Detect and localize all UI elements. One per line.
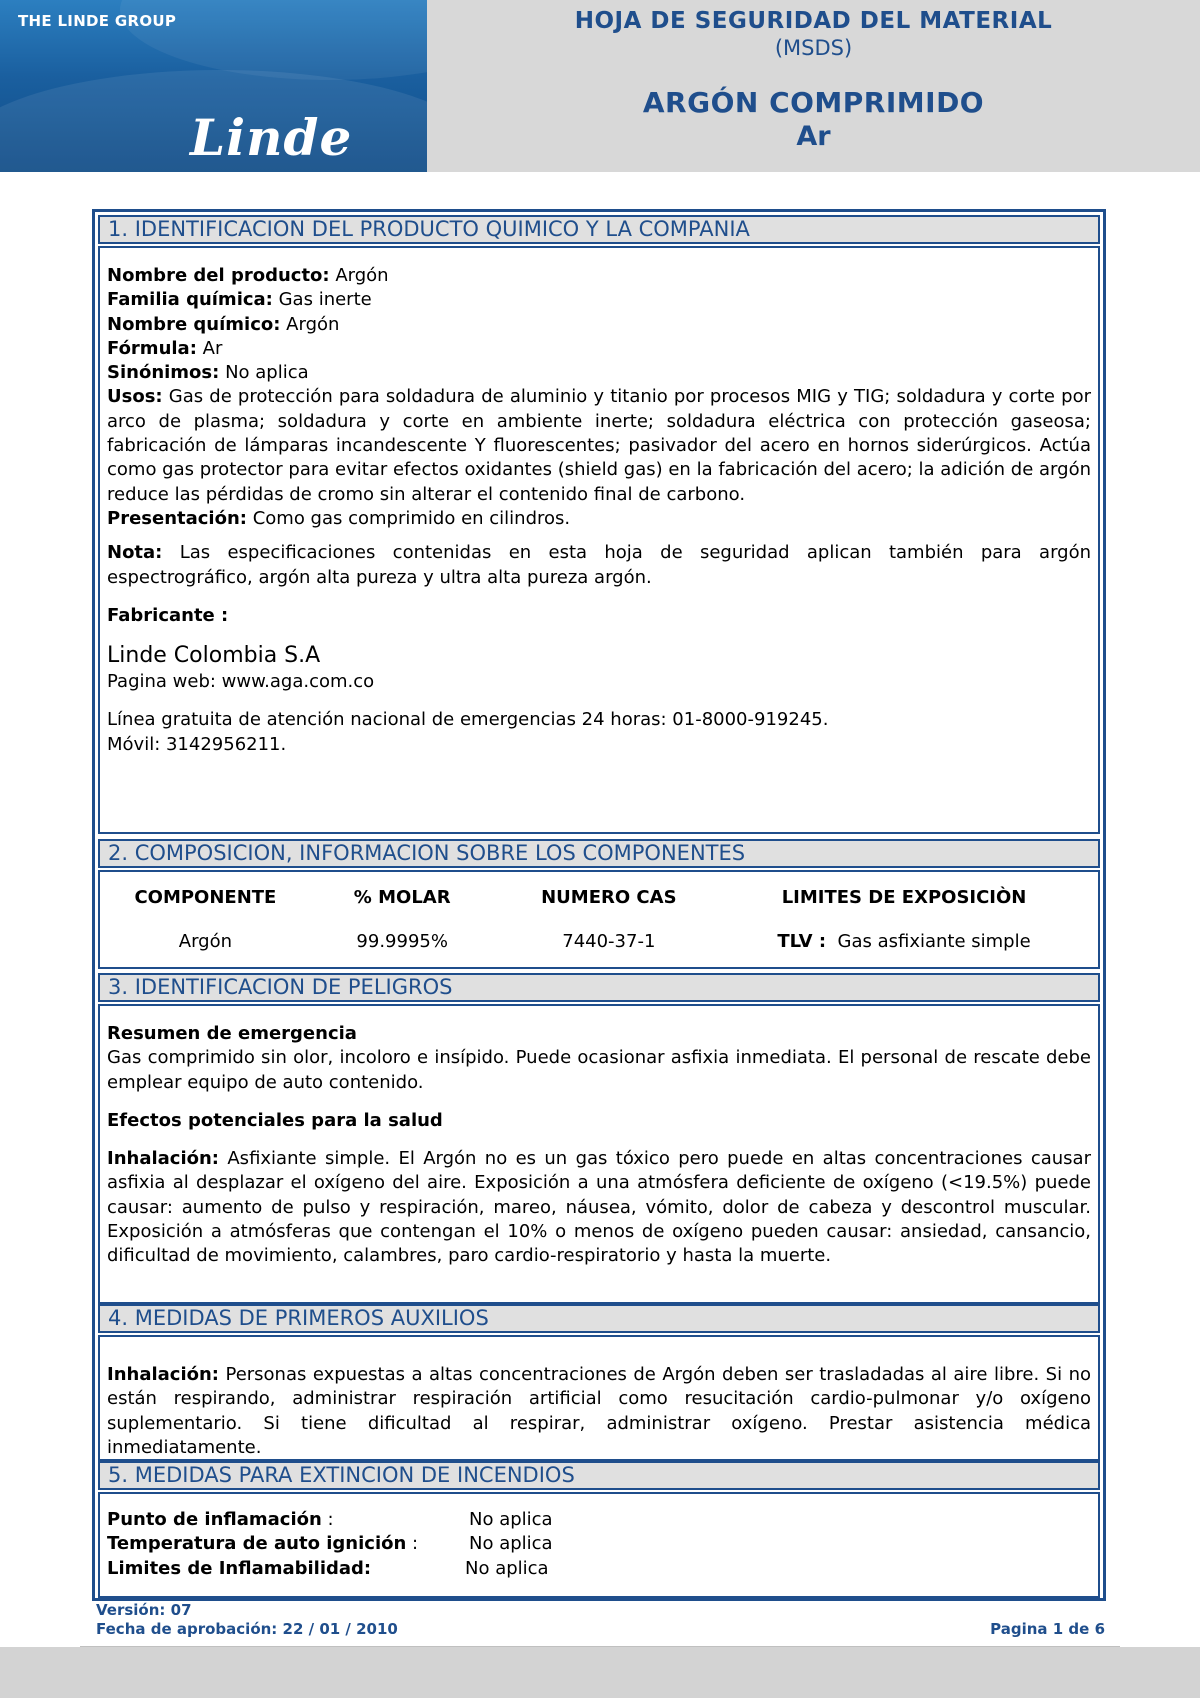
formula-field bbox=[107, 337, 1091, 361]
cas-cell: 7440-37-1 bbox=[562, 931, 656, 953]
mobile-number: Móvil: 3142956211. bbox=[107, 733, 287, 755]
field-label-text: Punto de inflamación bbox=[107, 1509, 322, 1530]
field-value: No aplica bbox=[219, 362, 309, 384]
exposure-limit-cell bbox=[717, 926, 1091, 958]
field-label: Fórmula: bbox=[107, 337, 197, 359]
synonyms-field bbox=[107, 361, 1091, 385]
section-5-title: 5. MEDIDAS PARA EXTINCION DE INCENDIOS bbox=[98, 1461, 1100, 1490]
msds-document bbox=[92, 209, 1106, 1601]
note-field bbox=[107, 541, 1091, 590]
field-value: Gas inerte bbox=[272, 289, 372, 311]
field-value: Gas de protección para soldadura de aluminio y titanio por procesos MIG y TIG; soldadura y corte por arco de plasma; soldadura y corte en ambiente inerte; soldadura eléctrica con protección gaseosa; fabricación de lámparas incandescente Y fluorescentes; pasivador del acero en hornos siderúrgicos. Actúa como gas protector para evitar efectos oxidantes (shield gas) en la fabricación del acero; la adición de argón reduce las pérdidas de cromo sin alterar el contenido final de carbono. bbox=[107, 386, 1091, 505]
product-name: ARGÓN COMPRIMIDO bbox=[642, 86, 985, 119]
field-value: Las especificaciones contenidas en esta hoja de seguridad aplican también para argón espectrográfico, argón alta pureza y ultra alta pureza argón. bbox=[107, 542, 1091, 588]
field-value: Personas expuestas a altas concentraciones de Argón deben ser trasladadas al aire libre. Si no están respirando, administrar respiración artificial como resucitación cardio-pulmonar y/o oxígeno suplementario. Si tiene dificultad al respirar, administrar oxígeno. Prestar asistencia médica inmediatamente. bbox=[107, 1364, 1091, 1458]
document-header bbox=[427, 0, 1200, 172]
field-label-text: Temperatura de auto ignición bbox=[107, 1533, 407, 1555]
section-4-body bbox=[98, 1335, 1100, 1461]
fire-row-flash-point bbox=[107, 1508, 1091, 1532]
section-1-body bbox=[98, 246, 1100, 834]
column-header: % MOLAR bbox=[353, 887, 451, 908]
tlv-label: TLV : bbox=[777, 931, 827, 953]
linde-logo-banner bbox=[0, 0, 427, 172]
field-label: Nota: bbox=[107, 542, 163, 564]
field-value: Asfixiante simple. El Argón no es un gas tóxico pero puede en altas concentraciones causar asfixia al desplazar el oxígeno del aire. Exposición a una atmósfera deficiente de oxígeno (<19.5%) puede causar: aumento de pulso y respiración, mareo, náusea, vómito, dolor de cabeza y descontrol muscular. Exposición a atmósferas que contengan el 10% o menos de oxígeno pueden causar: ansiedad, cansancio, dificultad de movimiento, calambres, paro cardio-respiratorio y hasta la muerte. bbox=[107, 1148, 1091, 1267]
column-header: COMPONENTE bbox=[134, 887, 277, 908]
manufacturer-label: Fabricante : bbox=[107, 604, 229, 626]
field-label: Inhalación: bbox=[107, 1148, 220, 1170]
composition-table bbox=[107, 880, 1091, 959]
column-header: LIMITES DE EXPOSICIÒN bbox=[781, 887, 1027, 908]
health-effects-heading: Efectos potenciales para la salud bbox=[107, 1109, 443, 1131]
product-name-field bbox=[107, 264, 1091, 288]
field-value: Como gas comprimido en cilindros. bbox=[246, 507, 571, 529]
presentation-field bbox=[107, 507, 1091, 531]
field-value: Ar bbox=[196, 337, 223, 359]
emergency-summary-text: Gas comprimido sin olor, incoloro e insípido. Puede ocasionar asfixia inmediata. El personal de rescate debe emplear equipo de auto contenido. bbox=[107, 1047, 1091, 1093]
uses-field bbox=[107, 385, 1091, 506]
chemical-family-field bbox=[107, 288, 1091, 312]
field-value: No aplica bbox=[469, 1533, 553, 1555]
field-label-text: Limites de Inflamabilidad: bbox=[107, 1557, 372, 1579]
section-5-body bbox=[98, 1492, 1100, 1598]
version-label: Versión: 07 bbox=[96, 1601, 192, 1619]
table-header-row bbox=[107, 880, 1091, 926]
page-number: Pagina 1 de 6 bbox=[990, 1620, 1105, 1638]
field-label bbox=[107, 1557, 465, 1581]
fire-row-autoignition bbox=[107, 1532, 1091, 1556]
emergency-summary-heading: Resumen de emergencia bbox=[107, 1023, 357, 1044]
field-label-colon: : bbox=[406, 1533, 419, 1555]
field-label: Nombre químico: bbox=[107, 313, 281, 335]
field-label-colon: : bbox=[321, 1509, 334, 1530]
section-2-body bbox=[98, 870, 1100, 969]
field-label: Nombre del producto: bbox=[107, 265, 330, 286]
doc-subtitle: (MSDS) bbox=[774, 36, 853, 60]
field-label: Presentación: bbox=[107, 507, 247, 529]
product-formula: Ar bbox=[796, 121, 831, 152]
chemical-name-field bbox=[107, 313, 1091, 337]
section-2-title: 2. COMPOSICION, INFORMACION SOBRE LOS COMPONENTES bbox=[98, 839, 1100, 868]
field-value: Argón bbox=[329, 265, 389, 286]
fire-row-flammability-limits bbox=[107, 1557, 1091, 1581]
company-website: Pagina web: www.aga.com.co bbox=[107, 671, 375, 693]
company-name: Linde Colombia S.A bbox=[107, 643, 321, 669]
section-4-title: 4. MEDIDAS DE PRIMEROS AUXILIOS bbox=[98, 1304, 1100, 1333]
molar-cell: 99.9995% bbox=[356, 931, 448, 953]
component-cell: Argón bbox=[178, 931, 233, 953]
approval-date: Fecha de aprobación: 22 / 01 / 2010 bbox=[96, 1620, 398, 1638]
tlv-value: Gas asfixiante simple bbox=[837, 931, 1031, 953]
field-value: No aplica bbox=[469, 1509, 553, 1530]
doc-title: HOJA DE SEGURIDAD DEL MATERIAL bbox=[574, 8, 1053, 34]
column-header: NUMERO CAS bbox=[541, 887, 677, 908]
linde-brand-logo: Linde bbox=[190, 108, 353, 167]
table-row bbox=[107, 926, 1091, 958]
field-label: Inhalación: bbox=[107, 1364, 220, 1385]
field-value: No aplica bbox=[465, 1557, 549, 1579]
field-value: Argón bbox=[280, 313, 340, 335]
field-label bbox=[107, 1508, 469, 1532]
section-3-body bbox=[98, 1004, 1100, 1304]
section-3-title: 3. IDENTIFICACION DE PELIGROS bbox=[98, 973, 1100, 1002]
field-label: Familia química: bbox=[107, 289, 273, 311]
field-label: Sinónimos: bbox=[107, 362, 220, 384]
field-label bbox=[107, 1532, 469, 1556]
group-name: THE LINDE GROUP bbox=[18, 12, 177, 30]
emergency-hotline: Línea gratuita de atención nacional de emergencias 24 horas: 01-8000-919245. bbox=[107, 709, 829, 731]
section-1-title: 1. IDENTIFICACION DEL PRODUCTO QUIMICO Y LA COMPANIA bbox=[98, 215, 1100, 244]
first-aid-inhalation bbox=[107, 1363, 1091, 1460]
field-label: Usos: bbox=[107, 386, 163, 408]
bottom-gray-band bbox=[0, 1647, 1200, 1698]
inhalation-effects bbox=[107, 1147, 1091, 1268]
